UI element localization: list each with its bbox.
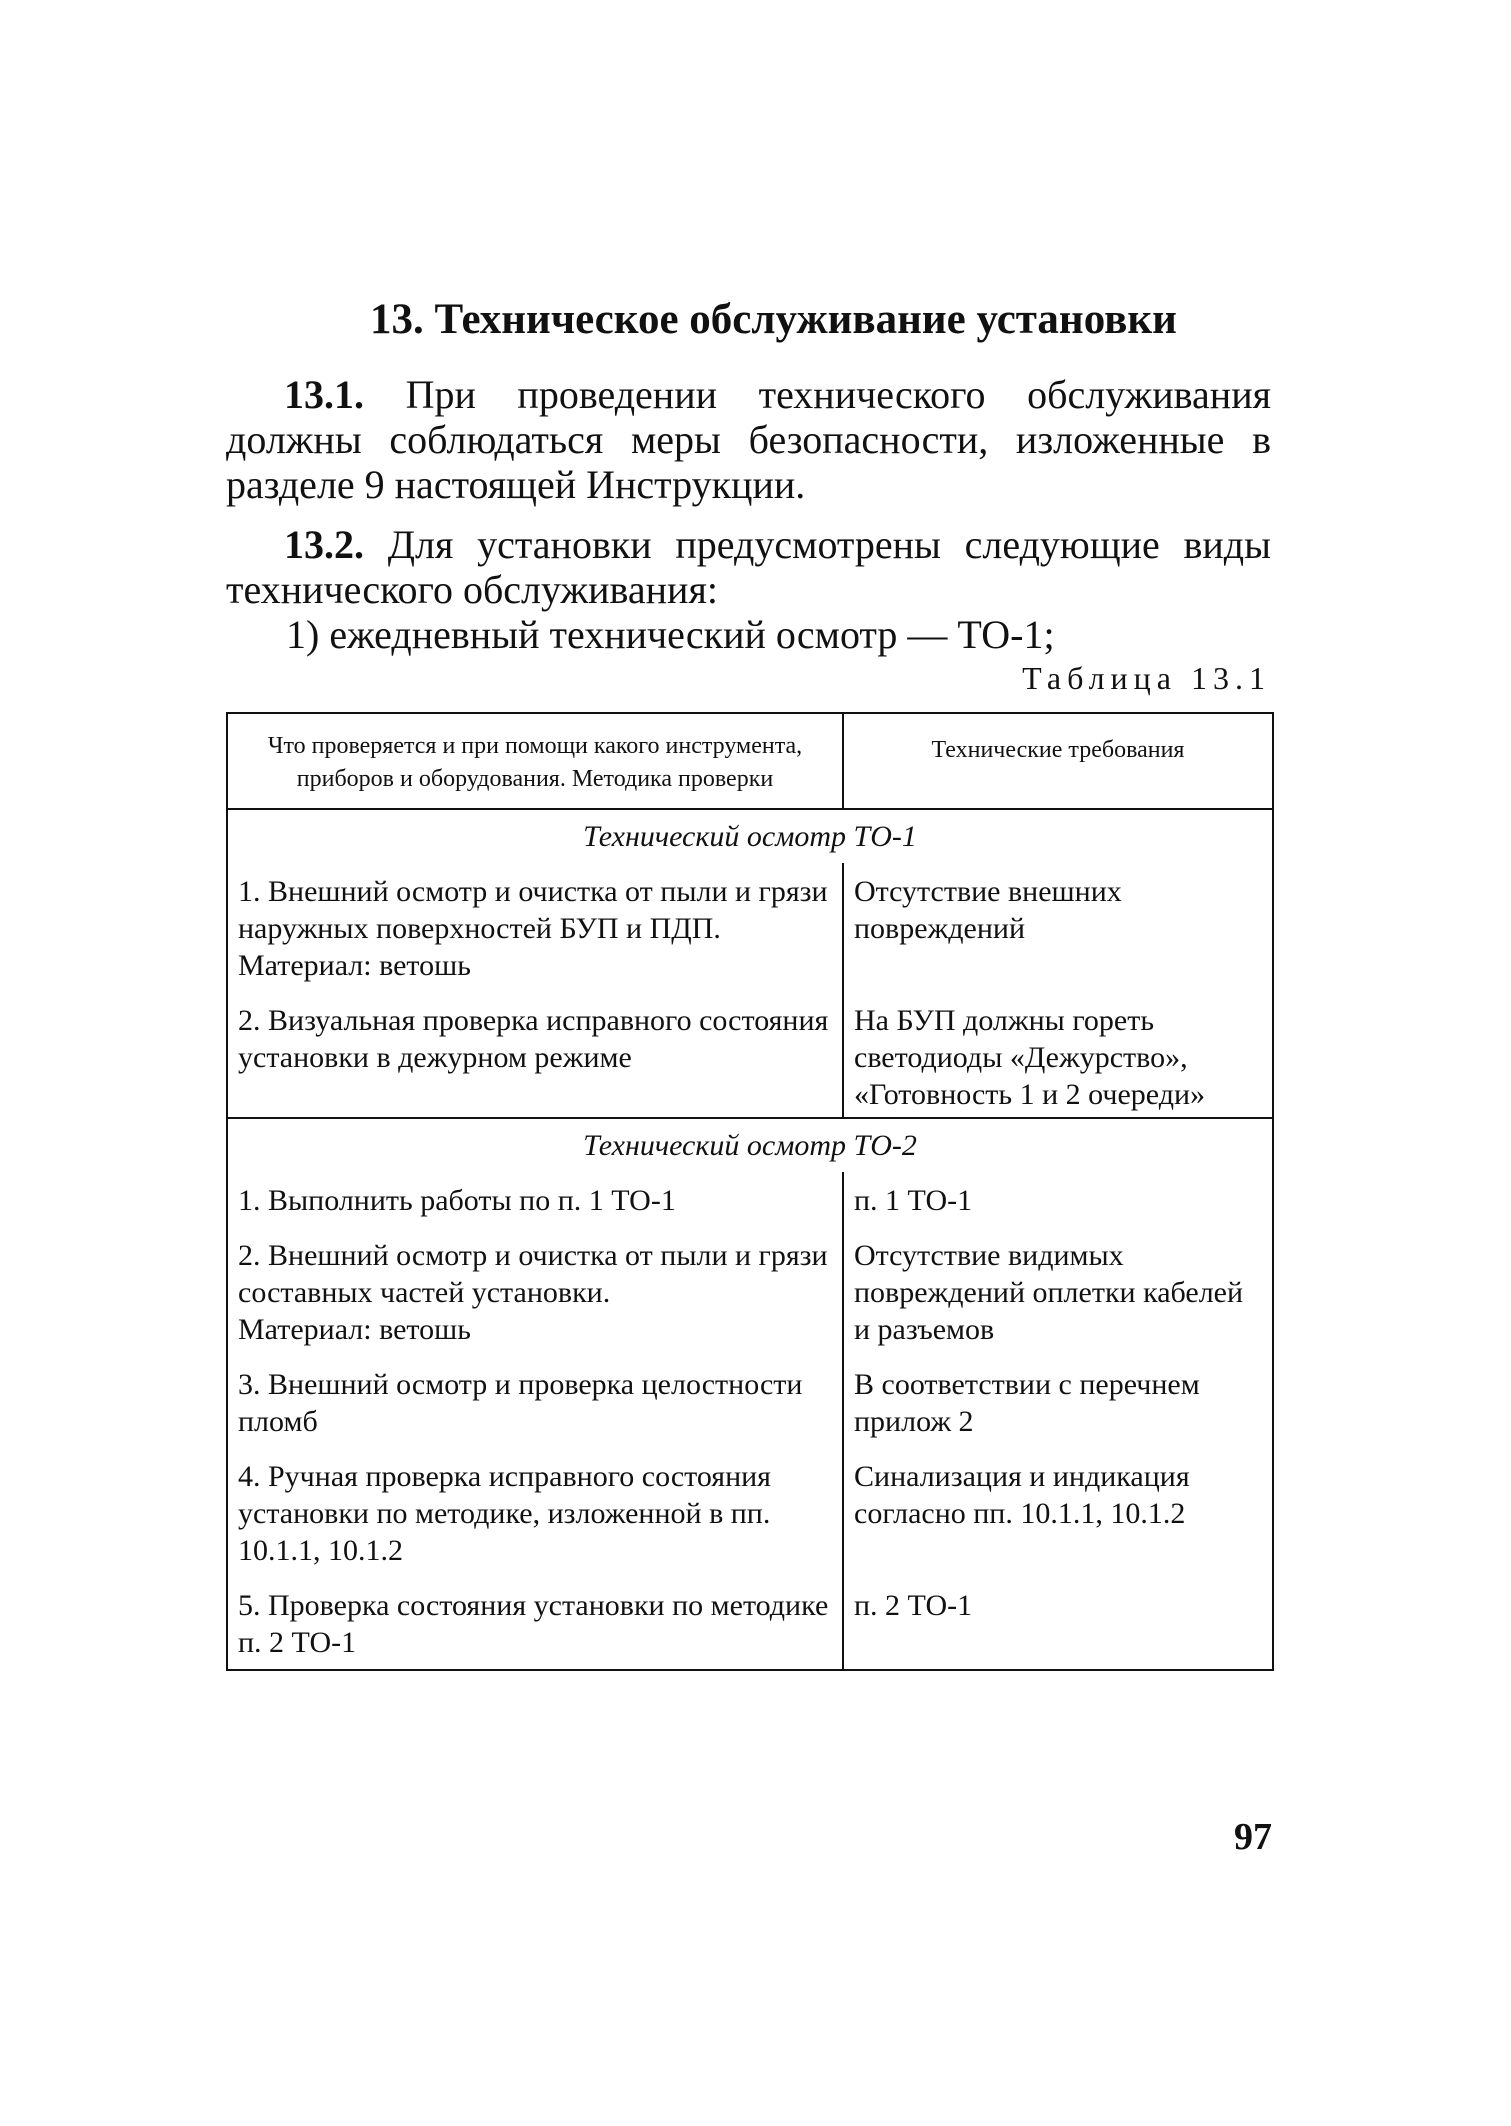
section-title: 13. Техническое обслуживание установки bbox=[370, 296, 1177, 343]
table-row bbox=[227, 1448, 1273, 1577]
table-header-requirements: Технические требования bbox=[843, 713, 1273, 809]
requirement-cell: п. 1 ТО-1 bbox=[843, 1172, 1273, 1227]
check-cell: 2. Визуальная проверка исправного состояния установки в дежурном режиме bbox=[227, 992, 843, 1118]
table-caption: Таблица 13.1 bbox=[1022, 660, 1271, 696]
table-section-row bbox=[227, 1118, 1273, 1172]
check-cell: 5. Проверка состояния установки по методике п. 2 ТО-1 bbox=[227, 1577, 843, 1670]
check-text: 2. Внешний осмотр и очистка от пыли и грязи составных частей установки. bbox=[238, 1239, 828, 1309]
list-item: 1) ежедневный технический осмотр — ТО-1; bbox=[286, 612, 1055, 657]
check-cell bbox=[227, 1227, 843, 1356]
table-row bbox=[227, 1227, 1273, 1356]
table-header-check: Что проверяется и при помощи какого инструмента, приборов и оборудования. Методика проверки bbox=[227, 713, 843, 809]
material-text: Материал: ветошь bbox=[238, 1313, 471, 1346]
paragraph-number: 13.1. bbox=[284, 372, 364, 417]
requirement-cell: Отсутствие видимых повреждений оплетки кабелей и разъемов bbox=[843, 1227, 1273, 1356]
requirement-cell: Отсутствие внешних повреждений bbox=[843, 863, 1273, 992]
check-text: 1. Внешний осмотр и очистка от пыли и грязи наружных поверхностей БУП и ПДП. bbox=[238, 875, 828, 945]
paragraph-number: 13.2. bbox=[284, 522, 364, 567]
requirement-cell: В соответствии с перечнем прилож 2 bbox=[843, 1356, 1273, 1448]
paragraph-text: Для установки предусмотрены следующие виды технического обслуживания: bbox=[226, 522, 1272, 612]
table-row bbox=[227, 992, 1273, 1118]
paragraph-text: При проведении технического обслуживания должны соблюдаться меры безопасности, изложенные в разделе 9 настоящей Инструкции. bbox=[226, 372, 1271, 507]
check-cell: 1. Выполнить работы по п. 1 ТО-1 bbox=[227, 1172, 843, 1227]
paragraph-13-1 bbox=[226, 372, 1271, 507]
check-cell bbox=[227, 863, 843, 992]
requirement-cell: п. 2 ТО-1 bbox=[843, 1577, 1273, 1670]
requirement-cell: Синализация и индикация согласно пп. 10.1.1, 10.1.2 bbox=[843, 1448, 1273, 1577]
table-row bbox=[227, 1577, 1273, 1670]
table-row bbox=[227, 863, 1273, 992]
table-row bbox=[227, 1172, 1273, 1227]
section-heading: Технический осмотр ТО-1 bbox=[227, 809, 1273, 863]
table-row bbox=[227, 1356, 1273, 1448]
table-header-row bbox=[227, 713, 1273, 809]
section-heading: Технический осмотр ТО-2 bbox=[227, 1118, 1273, 1172]
maintenance-table bbox=[226, 712, 1274, 1671]
check-cell: 3. Внешний осмотр и проверка целостности пломб bbox=[227, 1356, 843, 1448]
paragraph-13-2 bbox=[226, 522, 1271, 612]
material-text: Материал: ветошь bbox=[238, 949, 471, 982]
page-number: 97 bbox=[1234, 1816, 1272, 1858]
table-section-row bbox=[227, 809, 1273, 863]
requirement-cell: На БУП должны гореть светодиоды «Дежурство», «Готовность 1 и 2 очереди» bbox=[843, 992, 1273, 1118]
check-cell: 4. Ручная проверка исправного состояния установки по методике, изложенной в пп. 10.1.1, 10.1.2 bbox=[227, 1448, 843, 1577]
